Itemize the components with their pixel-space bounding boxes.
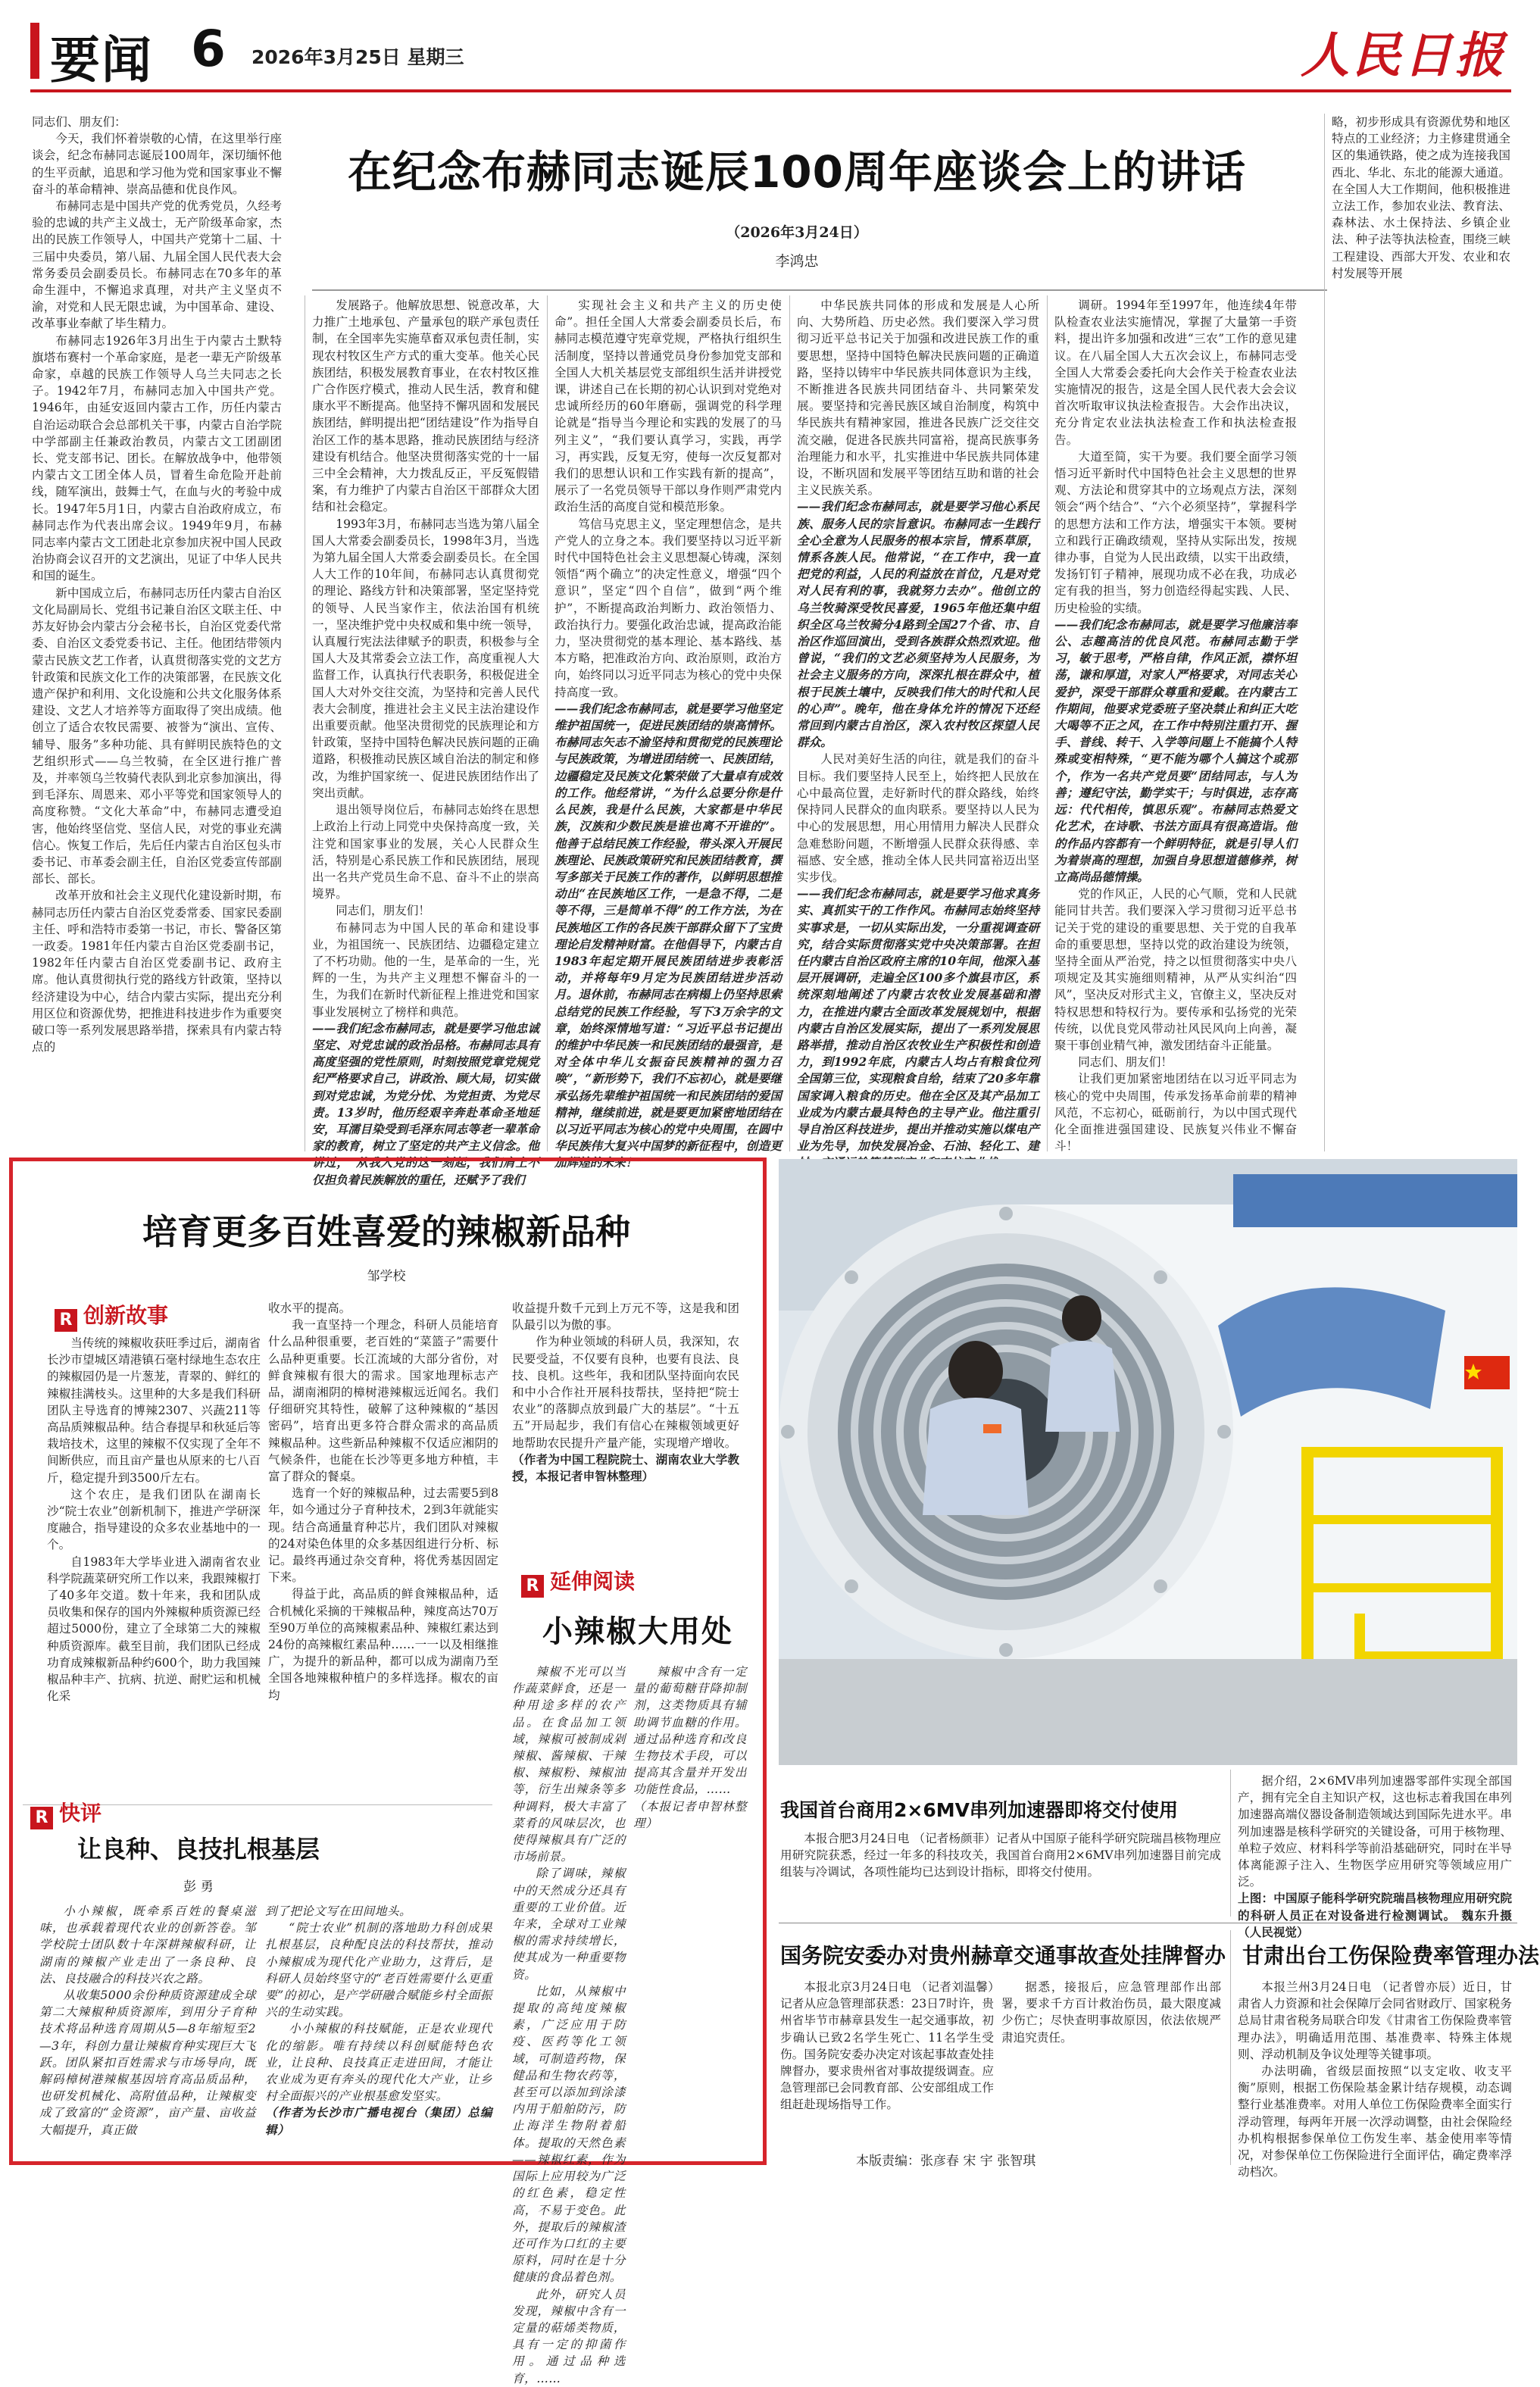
lead-subhead-paragraph: ——我们纪念布赫同志，就是要学习他廉洁奉公、志趣高洁的优良风范。布赫同志勤于学习，敏于思考，严格自律，作风正派，襟怀坦荡，谦和厚道，对家人严格要求，对同志关心爱护，深受干部群众尊重和爱戴。在内蒙古工作期间，他要求党委班子坚决禁止和纠正大吃大喝等不正之风，在工作中特别注重打开、握手、普线、转干、入学等问题上不能搞个人特殊或变相特殊，“更不能为哪个人搞这个或那个，作为一名共产党员要“团结同志，与人为善；遵纪守法，勤学实干；与时俱进，志存高远：代代相传，慎思乐观”。布赫同志热爱文化艺术，在诗歌、书法方面具有很高造诣。他的作品内容都有一个鲜明特征，就是引导人们为着崇高的理想，加强自身思想道德修养，树立高尚品德情操。 bbox=[1054, 617, 1297, 884]
tag-innovation-story bbox=[55, 1299, 168, 1332]
lead-paragraph: 同志们、朋友们！ bbox=[1078, 1055, 1173, 1070]
issue-date: 2026年3月25日 星期三 bbox=[251, 46, 464, 68]
side-paragraph: 辣椒中含有一定量的葡萄糖苷降抑制剂，这类物质具有辅助调节血糖的作用。通过品种选育和改良生物技术手段，可以提高其含量并开发出功能性食品，…… bbox=[633, 1665, 747, 1797]
brief-1-column-1 bbox=[780, 1979, 994, 2145]
feature-author: 邹学校 bbox=[367, 1269, 406, 1284]
tag-label: 创新故事 bbox=[83, 1303, 169, 1328]
lead-paragraph: 实现社会主义和共产主义的历史使命”。担任全国人大常委会副委员长后，布赫同志模范遵守宪章党规，严格执行组织生活制度，坚持以普通党员身份参加党支部和全国人大机关基层党支部组织生活并讲授党课，讲述自己在长期的初心认识到对党绝对忠诚所经历的60年磨砺，强调党的科学理论就是“指导当今理论和实践的发展了的马列主义”，“我们要认真学习，实践，再学习，再实践，反复无穷，使每一次反复都对我们的思想认识和工作实践有新的提高”，展示了一名党员领导干部以身作则严肃党内政治生活的高度自觉和模范形象。 bbox=[554, 298, 782, 514]
lead-paragraph: 同志们、朋友们： bbox=[32, 115, 127, 129]
lead-paragraph: 人民对美好生活的向往，就是我们的奋斗目标。我们要坚持人民至上，始终把人民放在心中最高位置，走好新时代的群众路线，始终保持同人民群众的血肉联系。要坚持以人民为中心的发展思想，用心用情用力解决人民群众急难愁盼问题，不断增强人民群众获得感、幸福感、安全感，推动全体人民共同富裕迈出坚实步伐。 bbox=[797, 752, 1039, 884]
side-paragraph: 此外，研究人员发现，辣椒中含有一定量的萜烯类物质，具有一定的抑菌作用。通过品种选育，…… bbox=[512, 2287, 626, 2385]
side-credit: （本报记者申智林整理） bbox=[633, 1799, 747, 1830]
brief-paragraph: 本报兰州3月24日电 （记者曾亦辰）近日，甘肃省人力资源和社会保障厅会同省财政厅、国家税务总局甘肃省税务局联合印发《甘肃省工伤保险费率管理办法》，明确适用范围、基准费率、特殊主体规则、浮动机制及争议处理等关键事项。 bbox=[1238, 1980, 1512, 2061]
side-column-2 bbox=[633, 1664, 747, 2148]
comment-paragraph: “院士农业”机制的落地助力科创成果扎根基层，良种配良法的科技帮扶，推动小辣椒成为现代化产业助力，这背后，是科研人员始终坚守的“老百姓需要什么更重要”的初心，是产学研融合赋能乡村全面振兴的生动实践。 bbox=[265, 1921, 492, 2020]
column-rule bbox=[1230, 1930, 1231, 2165]
accelerator-photo bbox=[779, 1159, 1517, 1765]
lead-date: （2026年3月24日） bbox=[726, 224, 868, 241]
column-tag-icon: R bbox=[55, 1309, 77, 1332]
comment-author: 彭 勇 bbox=[183, 1879, 214, 1895]
accelerator-band bbox=[1233, 1174, 1517, 1227]
lead-paragraph: 发展路子。他解放思想、锐意改革，大力推广土地承包、产量承包的联产承包责任制，在全国率先实施草畜双承包责任制，实现农村牧区生产方式的重大变革。他关心民族团结，积极发展教育事业，在农村牧区推广合作医疗模式，推动人民生活，教育和健康水平不断提高。他坚持不懈巩固和发展民族团结，鲜明提出把“团结建设”作为指导自治区工作的基本思路，推动民族团结与经济建设有机结合。他坚决贯彻落实党的十一届三中全会精神，大力拨乱反正，平反冤假错案，有力维护了内蒙古自治区干部群众大团结和社会稳定。 bbox=[312, 298, 539, 514]
lead-paragraph: 布赫同志为中国人民的革命和建设事业，为祖国统一、民族团结、边疆稳定建立了不朽功勋。他的一生，是革命的一生，光辉的一生，为共产主义理想不懈奋斗的一生，为我们在新时代新征程上推进党和国家事业发展树立了榜样和典范。 bbox=[312, 920, 539, 1019]
side-headline: 小辣椒大用处 bbox=[542, 1614, 733, 1649]
photo-news-column-2 bbox=[1238, 1773, 1512, 1939]
page-editors: 本版责编：张彦春 宋 宇 张智琪 bbox=[856, 2154, 1036, 2169]
photo-news-headline: 我国首台商用2×6MV串列加速器即将交付使用 bbox=[780, 1799, 1178, 1821]
feature-paragraph: 作为种业领域的科研人员，我深知，农民要受益，不仅要有良种，也要有良法、良技、良机。这些年，我和团队坚持面向农民和中小合作社开展科技帮扶，坚持把“院士农业”的落脚点放到最广大的基层”。“十五五”开局起步，我们有信心在辣椒领域更好地帮助农民提升产量产能，实现增产增收。 bbox=[512, 1335, 739, 1450]
column-rule bbox=[547, 295, 548, 1151]
news-paragraph: 据介绍，2×6MV串列加速器零部件实现全部国产，拥有完全自主知识产权，这也标志着我国在串列加速器高端仪器设备制造领域达到国际先进水平。串列加速器是核科学研究的关键设备，可用于核物理、单粒子效应、材料科学等前沿基础研究，同时在半导体离能源子注入、生物医学应用研究等领域应用广泛。 bbox=[1238, 1774, 1512, 1889]
brief-headline-2: 甘肃出台工伤保险费率管理办法 bbox=[1242, 1943, 1540, 1968]
lead-paragraph: 调研。1994年至1997年，他连续4年带队检查农业法实施情况，掌握了大量第一手资料，提出许多加强和改进“三农”工作的意见建议。在八届全国人大五次会议上，布赫同志受全国人大常委会委托向大会作关于检查农业法实施情况的报告，这是全国人民代表大会会议首次听取审议执法检查报告。大会作出决议，充分肯定农业法执法检查工作和执法检查报告。 bbox=[1054, 298, 1297, 447]
feature-paragraph: 当传统的辣椒收获旺季过后，湖南省长沙市望城区靖港镇石毫村绿地生态农庄的辣椒园仍是一片葱茏，青翠的、鲜红的辣椒挂满枝头。这里种的大多是我们科研团队主导选育的博辣2307、兴蔬211等高品质辣椒品种。结合春提早和秋延后等栽培技术，这里的辣椒不仅实现了全年不间断供应，而且亩产量也从原来的七八百斤，稳定提升到3500斤左右。 bbox=[47, 1336, 261, 1485]
page-number: 6 bbox=[191, 20, 226, 78]
news-paragraph: 本报合肥3月24日电 （记者杨颜菲）记者从中国原子能科学研究院瑞昌核物理应用研究院获悉，经过一年多的科技攻关，我国首台商用2×6MV串列加速器目前完成组装与冷调试，各项性能均已达到设计指标，即将交付使用。 bbox=[780, 1832, 1221, 1879]
feature-paragraph: 收水平的提高。 bbox=[268, 1301, 351, 1315]
side-paragraph: 除了调味，辣椒中的天然成分还具有重要的工业价值。近年来，全球对工业辣椒的需求持续增长，使其成为一种重要物资。 bbox=[512, 1867, 626, 1982]
feature-headline: 培育更多百姓喜爱的辣椒新品种 bbox=[142, 1211, 630, 1252]
lead-subhead-paragraph: ——我们纪念布赫同志，就是要学习他忠诚坚定、对党忠诚的政治品格。布赫同志具有高度坚强的党性原则，时刻按照党章党规党纪严格要求自己，讲政治、顾大局，切实做到对党忠诚，为党分忧、为党担责、为党尽责。13岁时，他历经艰辛奔赴革命圣地延安，耳濡目染受到毛泽东同志等老一辈革命家的教育，树立了坚定的共产主义信念。他讲过，“从我入党的这一刻起，我们肩上不仅担负着民族解放的重任，还赋予了我们 bbox=[312, 1020, 539, 1187]
feature-column-3 bbox=[512, 1300, 739, 1550]
comment-paragraph: 从收集5000余份种质资源建成全球第二大辣椒种质资源库，到用分子育种技术将品种选育周期从5—8年缩短至2—3年，科创力量让辣椒育种实现巨大飞跃。团队紧扣百姓需求与市场导向，既解码樟树港辣椒基因培育高品质品种，也研发机械化、高附值品种，让辣椒变成了致富的“金资源”，亩产量、亩收益大幅提升，真正做 bbox=[39, 1989, 256, 2137]
column-rule bbox=[789, 295, 790, 1151]
lead-divider bbox=[312, 289, 1327, 291]
lead-column-5 bbox=[1054, 297, 1297, 1153]
tag-extended-reading bbox=[521, 1565, 635, 1598]
side-paragraph: 比如，从辣椒中提取的高纯度辣椒素，广泛应用于防疫、医药等化工领域，可制造药物，保健品和生物农药等，甚至可以添加到涂漆内用于船舶防污，防止海洋生物附着船体。提取的天然色素——辣椒红素，作为国际上应用较为广泛的红色素，稳定性高，不易于变色。此外，提取后的辣椒渣还可作为口红的主要原料，同时在是十分健康的食品着色剂。 bbox=[512, 1984, 626, 2285]
lead-paragraph: 退出领导岗位后，布赫同志始终在思想上政治上行动上同党中央保持高度一致，关注党和国家事业的发展，关心人民群众生活，特别是心系民族工作和民族团结，展现出一名共产党员生命不息、奋斗不止的崇高境界。 bbox=[312, 803, 539, 901]
lead-paragraph: 布赫同志1926年3月出生于内蒙古土默特旗塔布赛村一个革命家庭，是老一辈无产阶级革命家，卓越的民族工作领导人乌兰夫同志之长子。1942年7月，布赫同志加入中国共产党。1946年，由延安返回内蒙古工作，历任内蒙古自治运动联合会总部机关干事，内蒙古自治学院中学部副主任兼政治教员，内蒙古文工团副团长、党支部书记、团长。在解放战争中，他带领内蒙古文工团全体人员，冒着生命危险开赴前线，随军演出，鼓舞士气，在血与火的考验中成长。1947年5月1日，内蒙古自治政府成立，布赫同志作为代表出席会议。1949年9月，布赫同志率内蒙古文工团赴北京参加庆祝中国人民政治协商会议召开的文艺演出，见证了中华人民共和国的诞生。 bbox=[32, 333, 282, 583]
lead-paragraph: 大道至简，实干为要。我们要全面学习领悟习近平新时代中国特色社会主义思想的世界观、方法论和贯穿其中的立场观点方法，深刻领会“两个结合”、“六个必须坚持”，掌握科学的思想方法和工作方法，增强实干本领。要树立和践行正确政绩观，坚持从实际出发，按规律办事，自觉为人民出政绩，以实干出政绩，发扬钉钉子精神，展现功成不必在我，功成必定有我的担当，努力创造经得起实践、人民、历史检验的实绩。 bbox=[1054, 449, 1297, 615]
lead-headline: 在纪念布赫同志诞辰100周年座谈会上的讲话 bbox=[347, 146, 1247, 198]
brief-paragraph: 据悉，接报后，应急管理部作出部署，要求千方百计救治伤员，最大限度减少伤亡；尽快查明事故原因，依法依规严肃追究责任。 bbox=[1001, 1980, 1221, 2045]
feature-column-2 bbox=[268, 1300, 498, 1804]
lead-paragraph: 1993年3月，布赫同志当选为第八届全国人大常委会副委员长，1998年3月，当选为第九届全国人大常委会副委员长。在全国人大工作的10年间，布赫同志认真贯彻党的理论、路线方针和决策部署，坚定坚持党的领导、人民当家作主，依法治国有机统一，坚决维护党中央权威和集中统一领导，认真履行宪法法律赋予的职责，积极参与全国人大及其常委会立法工作，高度重视人大监督工作，认真执行代表职务，积极促进全国人大对外交往交流，为坚持和完善人民代表大会制度，推进社会主义民主法治建设作出重要贡献。他坚决贯彻党的民族理论和方针政策，坚持中国特色解决民族问题的正确道路，积极推动民族区域自治法的制定和修改，为维护国家统一、促进民族团结作出了突出贡献。 bbox=[312, 517, 539, 800]
lead-paragraph: 中华民族共同体的形成和发展是人心所向、大势所趋、历史必然。我们要深入学习贯彻习近平总书记关于加强和改进民族工作的重要思想，坚持中国特色解决民族问题的正确道路，坚持以铸牢中华民族共同体意识为主线，不断推进各民族共同团结奋斗、共同繁荣发展。要坚持和完善民族区域自治制度，构筑中华民族共有精神家园，推进各民族广泛交往交流交融，促进各民族共同富裕，提高民族事务治理能力和水平，扎实推进中华民族共同体建设，不断巩固和发展平等团结互助和谐的社会主义民族关系。 bbox=[797, 298, 1039, 498]
column-rule bbox=[1047, 295, 1048, 1151]
lead-subhead-paragraph: ——我们纪念布赫同志，就是要学习他求真务实、真抓实干的工作作风。布赫同志始终坚持实事求是，一切从实际出发，一分重视调查研究，结合实际贯彻落实党中央决策部署。在担任内蒙古自治区政府主席的10年间，他深入基层开展调研，走遍全区100多个旗县市区，系统深刻地阐述了内蒙古农牧业发展基础和潜力，在推进内蒙古全面改革发展规划中，根据内蒙古自治区发展实际，提出了一系列发展思路举措，推动自治区农牧业生产积极性和创造力，到1992年底，内蒙古人均占有粮食位列全国第三位，实现粮食自给，结束了20多年靠国家调入粮食的历史。他在全区及其产品加工业成为内蒙古最具特色的主导产业。他注重引导自治区科技进步，提出并推动实施以煤电产业为先导，加快发展冶金、石油、轻化工、建 bbox=[797, 886, 1039, 1154]
lead-column-1 bbox=[32, 114, 282, 1151]
lead-paragraph: 笃信马克思主义，坚定理想信念，是共产党人的立身之本。我们要坚持以习近平新时代中国特色社会主义思想凝心铸魂，深刻领悟“两个确立”的决定性意义，增强“四个意识”，坚定“四个自信”，做到“两个维护”，不断提高政治判断力、政治领悟力、政治执行力。要强化政治忠诚，提高政治能力，坚决贯彻党的基本理论、基本路线、基本方略，把准政治方向、政治原则，政治方向，始终同以习近平同志为核心的党中央保持高度一致。 bbox=[554, 517, 782, 699]
side-paragraph: 辣椒不光可以当作蔬菜鲜食，还是一种用途多样的农产品。在食品加工领域，辣椒可被制成剁辣椒、酱辣椒、干辣椒、辣椒粉、辣椒油等，衍生出辣条等多种调料，极大丰富了菜肴的风味层次，也使得辣椒具有广泛的市场前景。 bbox=[512, 1665, 626, 1864]
lead-column-2 bbox=[312, 297, 539, 1187]
comment-credit: （作者为长沙市广播电视台（集团）总编辑） bbox=[265, 2105, 492, 2137]
feature-paragraph: 选育一个好的辣椒品种，过去需要5到8年，如今通过分子育种技术，2到3年就能实现。结合高通量育种芯片，我们团队对辣椒的24对染色体里的众多基因组进行分析、标记。最终再通过杂交育种，将优秀基因固定下来。 bbox=[268, 1486, 498, 1585]
lead-paragraph: 改革开放和社会主义现代化建设新时期，布赫同志历任内蒙古自治区党委常委、国家民委副主任、呼和浩特市委第一书记，市长、警备区第一政委。1981年任内蒙古自治区党委副书记，1982年任内蒙古自治区党委副书记、政府主席。他认真贯彻执行党的路线方针政策，坚持以经济建设为中心，结合内蒙古实际，提出充分利用区位和资源优势，把推进科技进步作为重要突破口等一系列发展思路举措，探索具有内蒙古特点的 bbox=[32, 889, 282, 1054]
comment-paragraph: 小小辣椒，既牵系百姓的餐桌滋味，也承载着现代农业的创新答卷。邹学校院士团队数十年深耕辣椒科研，让湖南的辣椒产业走出了一条良种、良法、良技融合的科技兴农之路。 bbox=[39, 1904, 256, 1986]
brief-paragraph: 办法明确，省级层面按照“以支定收、收支平衡”原则，根据工伤保险基金累计结存规模，动态调整行业基准费率。对用人单位工伤保险费率全面实行浮动管理，每两年开展一次浮动调整，由社会保险经办机构根据参保单位工伤发生率、基金使用率等情况，对参保单位工伤保险进行全面评估，确定费率浮动档次。 bbox=[1238, 2064, 1512, 2179]
lead-paragraph: 布赫同志是中国共产党的优秀党员，久经考验的忠诚的共产主义战士，无产阶级革命家，杰出的民族工作领导人，中国共产党第十二届、十三届中央委员，第八届、九届全国人民代表大会常务委员会副委员长。布赫同志在70多年的革命生涯中，不懈追求真理，对共产主义坚贞不渝，对党和人民无限忠诚，为中国革命、建设、改革事业奉献了毕生精力。 bbox=[32, 199, 282, 331]
brief-paragraph: 本报北京3月24日电 （记者刘温馨）记者从应急管理部获悉：23日7时许，贵州省毕节市赫章县发生一起交通事故，初步确认已致2名学生死亡、11名学生受伤。国务院安委办决定对该起事故查处挂牌督办，要求贵州省对事故提级调查。应急管理部已会同教育部、公安部组成工作组赶赴现场指导工作。 bbox=[780, 1980, 994, 2112]
feature-paragraph: 这个农庄，是我们团队在湖南长沙“院士农业”创新机制下，推进产学研深度融合，指导建设的众多农业基地中的一个。 bbox=[47, 1487, 261, 1552]
brief-headline-1: 国务院安委办对贵州赫章交通事故查处挂牌督办 bbox=[780, 1943, 1226, 1968]
lead-subhead-paragraph: ——我们纪念布赫同志，就是要学习他心系民族、服务人民的宗旨意识。布赫同志一生践行全心全意为人民服务的根本宗旨，情系草原，情系各族人民。他常说，“在工作中，我一直把党的利益，人民的利益放在首位，凡是对党对人民有利的事，我就努力去办”。他创立的乌兰牧骑深受牧民喜爱，1965年他还集中组织全区乌兰牧骑分4路到全国27个省、市、自治区作巡回演出，受到各族群众热烈欢迎。他曾说，“我们的文艺必须坚持为人民服务，为社会主义服务的方向，深深扎根在群众中，植根于民族土壤中，反映我们伟大的时代和人民的心声”。晚年，他在身体允许的情况下还经常回到内蒙古自治区，深入农村牧区探望人民群众。 bbox=[797, 499, 1039, 750]
feature-credit: （作者为中国工程院院士、湖南农业大学教授，本报记者申智林整理） bbox=[512, 1451, 739, 1484]
masthead-bar bbox=[30, 23, 39, 79]
lead-subhead-paragraph: ——我们纪念布赫同志，就是要学习他坚定维护祖国统一，促进民族团结的崇高情怀。布赫同志矢志不渝坚持和贯彻党的民族理论与民族政策，为增进团结统一、民族团结，边疆稳定及民族文化繁荣做了大量卓有成效的工作。他经常讲，“为什么总要分你是什么民族，我是什么民族，大家都是中华民族，汉族和少数民族是谁也离不开谁的”。他善于总结民族工作经验，带头深入开展民族理论、民族政策研究和民族团结教育，撰写多部关于民族工作的著作，以鲜明思想推动出“在民族地区工作，一是急不得，二是等不得，三是简单不得”的工作方法，为在民族地区工作的各民族干部群众留下了宝贵理论启发精神财富。在他倡导下，内蒙古自1983年起定期开展民族团结进步表彰活动，并将每年9月定为民族团结进步活动月。退休前，布赫同志在病榻上仍坚持思索总结党的民族工作经验，写下3万余字的文章，始终深情地写道：“习近平总书记提出的维护中华民族一和民族团结的最强音，是对全体中华儿女振奋民族精神的强力召唤”，“新形势下，我们不忘初心，就是要继承弘扬先辈维护祖国统一和民族团结的爱国精神，继续前进，就是要更加紧密地团结在以习近平同志为核心的党中央周围，在圆中华民族伟大复兴中国梦的新征程中，创造更加辉煌的未来！” bbox=[554, 701, 782, 1170]
lead-paragraph: 党的作风正，人民的心气顺，党和人民就能同甘共苦。我们要深入学习贯彻习近平总书记关于党的建设的重要思想、关于党的自我革命的重要思想，坚持以党的政治建设为统领，坚持全面从严治党，持之以恒贯彻落实中央八项规定及其实施细则精神，从严从实纠治“四风”，坚决反对形式主义，官僚主义，坚决反对特权思想和特权行为。要传承和弘扬党的光荣传统，以优良党风带动社风民风向上向善，凝聚干事创业精气神，激发团结奋斗正能量。 bbox=[1054, 887, 1297, 1052]
tag-label: 快评 bbox=[59, 1801, 102, 1826]
comment-paragraph: 到了把论文写在田间地头。 bbox=[265, 1904, 412, 1918]
feature-paragraph: 得益于此，高品质的鲜食辣椒品种，适合机械化采摘的干辣椒品种，辣度高达70万至90万单位的高辣椒素品种、辣椒红素达到24份的高辣椒红素品种……一一以及相继推广，为提升的新品种，都可以成为湖南乃至全国各地辣椒种植户的多样选择。椒农的亩均 bbox=[268, 1587, 498, 1702]
comment-column-2 bbox=[265, 1903, 492, 2153]
comment-headline: 让良种、良技扎根基层 bbox=[77, 1835, 320, 1864]
lead-paragraph: 同志们，朋友们！ bbox=[336, 904, 430, 918]
side-column-1 bbox=[512, 1664, 626, 2385]
tag-quick-comment bbox=[30, 1797, 102, 1829]
column-rule bbox=[1230, 1770, 1231, 1917]
lead-paragraph: 新中国成立后，布赫同志历任内蒙古自治区文化局副局长、党组书记兼自治区文联主任、中苏友好协会内蒙古分会秘书长，自治区党委代常委、自治区文委党委书记、主任。他团结带领内蒙古民族文艺工作者，认真贯彻落实党的文艺方针政策和民族文化工作的决策部署，在民族文化遗产保护和利用、文化设施和公共文化服务体系建设、文艺人才培养等方面取得了突出成绩。他创立了适合农牧民需要、被誉为“演出、宣传、辅导、服务”多种功能、具有鲜明民族特色的文艺组织形式——乌兰牧骑，在全区进行推广普及，并率领乌兰牧骑代表队到北京参加演出，得到毛泽东、周恩来、邓小平等党和国家领导人的高度称赞。“文化大革命”中，布赫同志遭受迫害，他始终坚信党、坚信人民，对党的事业充满信心。恢复工作后，先后任内蒙古自治区包头市委书记、市革委会副主任，自治区党委宣传部副部长、部长。 bbox=[32, 586, 282, 886]
masthead bbox=[30, 17, 1511, 100]
column-tag-icon: R bbox=[521, 1575, 544, 1598]
photo-news-column-1 bbox=[780, 1830, 1221, 1914]
lead-column-4 bbox=[797, 297, 1039, 1153]
feature-paragraph: 自1983年大学毕业进入湖南省农业科学院蔬菜研究所工作以来，我跟辣椒打了40多年交道。数十年来，我和团队成员收集和保存的国内外辣椒种质资源已经超过5000份，建立了全球第二大的辣椒种质资源库。截至目前，我们团队已经成功育成辣椒新品种约600个，助力我国辣椒品种丰产、抗病、抗逆、耐贮运和机械化采 bbox=[47, 1554, 261, 1704]
brief-1-column-2 bbox=[1001, 1979, 1221, 2145]
feature-column-1 bbox=[47, 1335, 261, 1804]
section-name: 要闻 bbox=[50, 31, 153, 89]
comment-paragraph: 小小辣椒的科技赋能，正是农业现代化的缩影。唯有持续以科创赋能特色农业，让良种、良技真正走进田间，才能让农业成为更有奔头的现代化大产业，让乡村全面振兴的产业根基愈发坚实。 bbox=[265, 2022, 492, 2104]
photo-caption: 上图：中国原子能科学研究院瑞昌核物理应用研究院的科研人员正在对设备进行检测调试。 魏东升摄（人民视觉） bbox=[1238, 1891, 1512, 1939]
lead-author: 李鸿忠 bbox=[775, 253, 819, 270]
column-tag-icon: R bbox=[30, 1807, 53, 1829]
masthead-rule bbox=[30, 89, 1511, 92]
column-rule bbox=[1324, 114, 1325, 1151]
lead-paragraph: 略，初步形成具有资源优势和地区特点的工业经济；力主修建贯通全区的集通铁路，使之成为连接我国西北、华北、东北的能源大通道。在全国人大工作期间，他积极推进立法工作，参加农业法、教育法、森林法、水土保持法、乡镇企业法、种子法等执法检查，围绕三峡工程建设、西部大开发、农业和农村发展等开展 bbox=[1332, 115, 1510, 280]
comment-column-1 bbox=[39, 1903, 256, 2153]
lead-paragraph: 让我们更加紧密地团结在以习近平同志为核心的党中央周围，传承发扬革命前辈的精神风范，不忘初心，砥砺前行，为以中国式现代化全面推进强国建设、民族复兴伟业不懈奋斗！ bbox=[1054, 1072, 1297, 1154]
feature-paragraph: 我一直坚持一个理念，科研人员能培育什么品种很重要，老百姓的“菜篮子”需要什么品种更重要。长江流域的大部分省份，对鲜食辣椒有很大的需求。国家地理标志产品，湖南湘阴的樟树港辣椒远近闻名。我们仔细研究其特性，破解了这种辣椒的“基因密码”，培育出更多符合群众需求的高品质辣椒品种。这些新品种辣椒不仅适应湘阴的气候条件，也能在长沙等更多地方种植，丰富了群众的餐桌。 bbox=[268, 1318, 498, 1484]
lead-column-6 bbox=[1332, 114, 1510, 295]
feature-paragraph: 收益提升数千元到上万元不等，这是我和团队最引以为傲的事。 bbox=[512, 1301, 739, 1333]
lead-column-3 bbox=[554, 297, 782, 1170]
lead-paragraph: 今天，我们怀着崇敬的心情，在这里举行座谈会，纪念布赫同志诞辰100周年，深切缅怀他的生平贡献，追思和学习他为党和国家事业不懈奋斗的革命精神、崇高品德和优良作风。 bbox=[32, 132, 282, 196]
newspaper-logo: 人民日报 bbox=[1301, 27, 1507, 84]
brief-2-column bbox=[1238, 1979, 1512, 2179]
tag-label: 延伸阅读 bbox=[550, 1569, 636, 1594]
